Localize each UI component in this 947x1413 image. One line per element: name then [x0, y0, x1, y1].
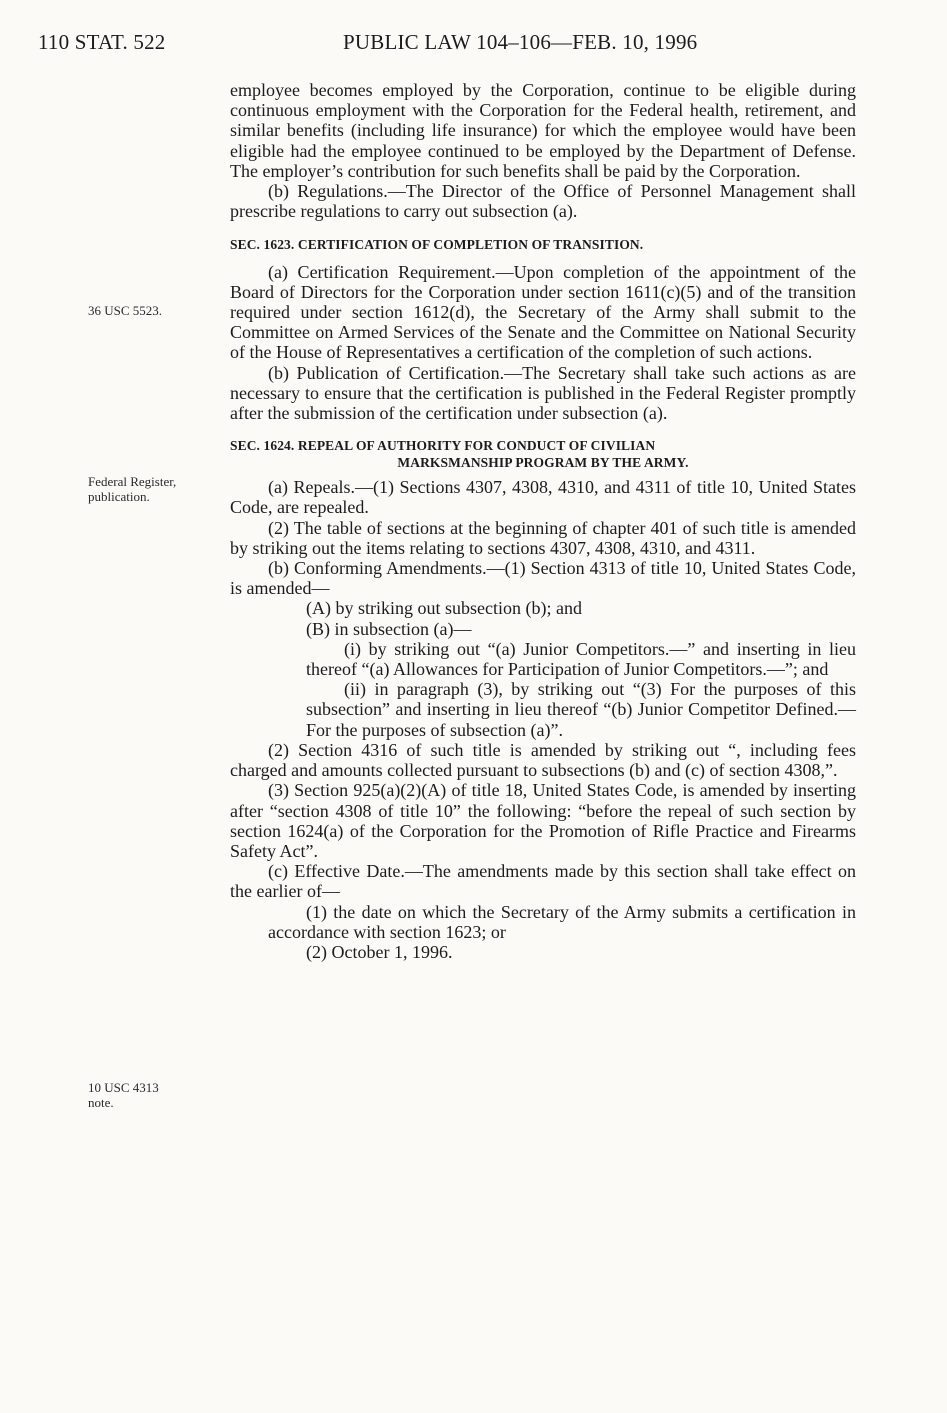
paragraph-table-of-sections: (2) The table of sections at the beginning of chapter 401 of such title is amended by striking out the items relating to sections 4307, 4308, 4310, and 4311.: [230, 517, 856, 558]
subsection-label: (c) Effective Date.: [268, 861, 405, 882]
section-1624-heading: SEC. 1624. REPEAL OF AUTHORITY FOR CONDUCT OF CIVILIAN MARKSMANSHIP PROGRAM BY THE ARMY.: [230, 438, 689, 471]
paragraph-title-18: (3) Section 925(a)(2)(A) of title 18, United States Code, is amended by inserting after “section 4308 of title 10” the following: “before the repeal of such section by section 1624(a) of the Corporation for the Promotion of Rifle Practice and Firearms Safety Act”.: [230, 780, 856, 861]
paragraph-effective-date: (c) Effective Date.—The amendments made by this section shall take effect on the earlier of—: [230, 861, 856, 902]
paragraph-benefits: employee becomes employed by the Corporation, continue to be eligible during continuous employment with the Corporation for the Federal health, retirement, and similar benefits (including life insurance) for which the employee would have been eligible had the employee continued to be employed by the Department of Defense. The employer’s contribution for such benefits shall be paid by the Corporation.: [230, 80, 856, 181]
paragraph-certification-requirement: (a) Certification Requirement.—Upon completion of the appointment of the Board of Directors for the Corporation under section 1611(c)(5) and of the transition required under section 1612(d), the Secretary of the Army shall submit to the Committee on Armed Services of the Senate and the Committee on National Security of the House of Representatives a certification of the completion of such actions.: [230, 261, 856, 363]
margin-note-line: note.: [88, 1095, 114, 1110]
clause-ii: (ii) in paragraph (3), by striking out “(3) For the purposes of this subsection” and inserting in lieu thereof “(b) Junior Competitor Defined.—For the purposes of subsection (a)”.: [306, 679, 856, 740]
subsection-label: (a) Repeals.: [268, 477, 355, 498]
margin-note-line: Federal Register,: [88, 474, 177, 489]
paragraph-conforming-amendments: (b) Conforming Amendments.—(1) Section 4313 of title 10, United States Code, is amended—: [230, 558, 856, 599]
subsection-label: (b) Conforming Amendments.: [268, 558, 487, 579]
public-law-title: PUBLIC LAW 104–106—FEB. 10, 1996: [343, 30, 698, 54]
statute-page-number: 110 STAT. 522: [38, 30, 166, 54]
margin-note-line: 10 USC 4313: [88, 1080, 159, 1095]
clause-i: (i) by striking out “(a) Junior Competitors.—” and inserting in lieu thereof “(a) Allowances for Participation of Junior Competitors.—”; and: [306, 638, 856, 680]
clause-b: (B) in subsection (a)—: [306, 618, 472, 639]
section-1623-heading: SEC. 1623. CERTIFICATION OF COMPLETION OF TRANSITION.: [230, 237, 644, 253]
clause-1: (1) the date on which the Secretary of the Army submits a certification in accordance with section 1623; or: [268, 901, 856, 942]
clause-2: (2) October 1, 1996.: [306, 941, 453, 962]
paragraph-publication-of-certification: (b) Publication of Certification.—The Secretary shall take such actions as are necessary to ensure that the certification is published in the Federal Register promptly after the submission of the certification under subsection (a).: [230, 362, 856, 424]
margin-note-federal-register: [88, 474, 218, 504]
margin-note-usc-5523: 36 USC 5523.: [88, 303, 163, 318]
subsection-label: (b) Publication of Certification.: [268, 362, 505, 383]
paragraph-regulations: (b) Regulations.—The Director of the Office of Personnel Management shall prescribe regulations to carry out subsection (a).: [230, 181, 856, 222]
clause-a: (A) by striking out subsection (b); and: [306, 598, 582, 619]
paragraph-repeals: (a) Repeals.—(1) Sections 4307, 4308, 4310, and 4311 of title 10, United States Code, are repealed.: [230, 477, 856, 518]
subsection-label: (b) Regulations.: [268, 181, 388, 202]
margin-note-line: publication.: [88, 489, 150, 504]
subsection-label: (a) Certification Requirement.: [268, 261, 496, 282]
statute-body: [230, 80, 856, 962]
paragraph-section-4316: (2) Section 4316 of such title is amended by striking out “, including fees charged and amounts collected pursuant to subsections (b) and (c) of section 4308,”.: [230, 739, 856, 781]
margin-note-usc-4313: [88, 1080, 218, 1110]
